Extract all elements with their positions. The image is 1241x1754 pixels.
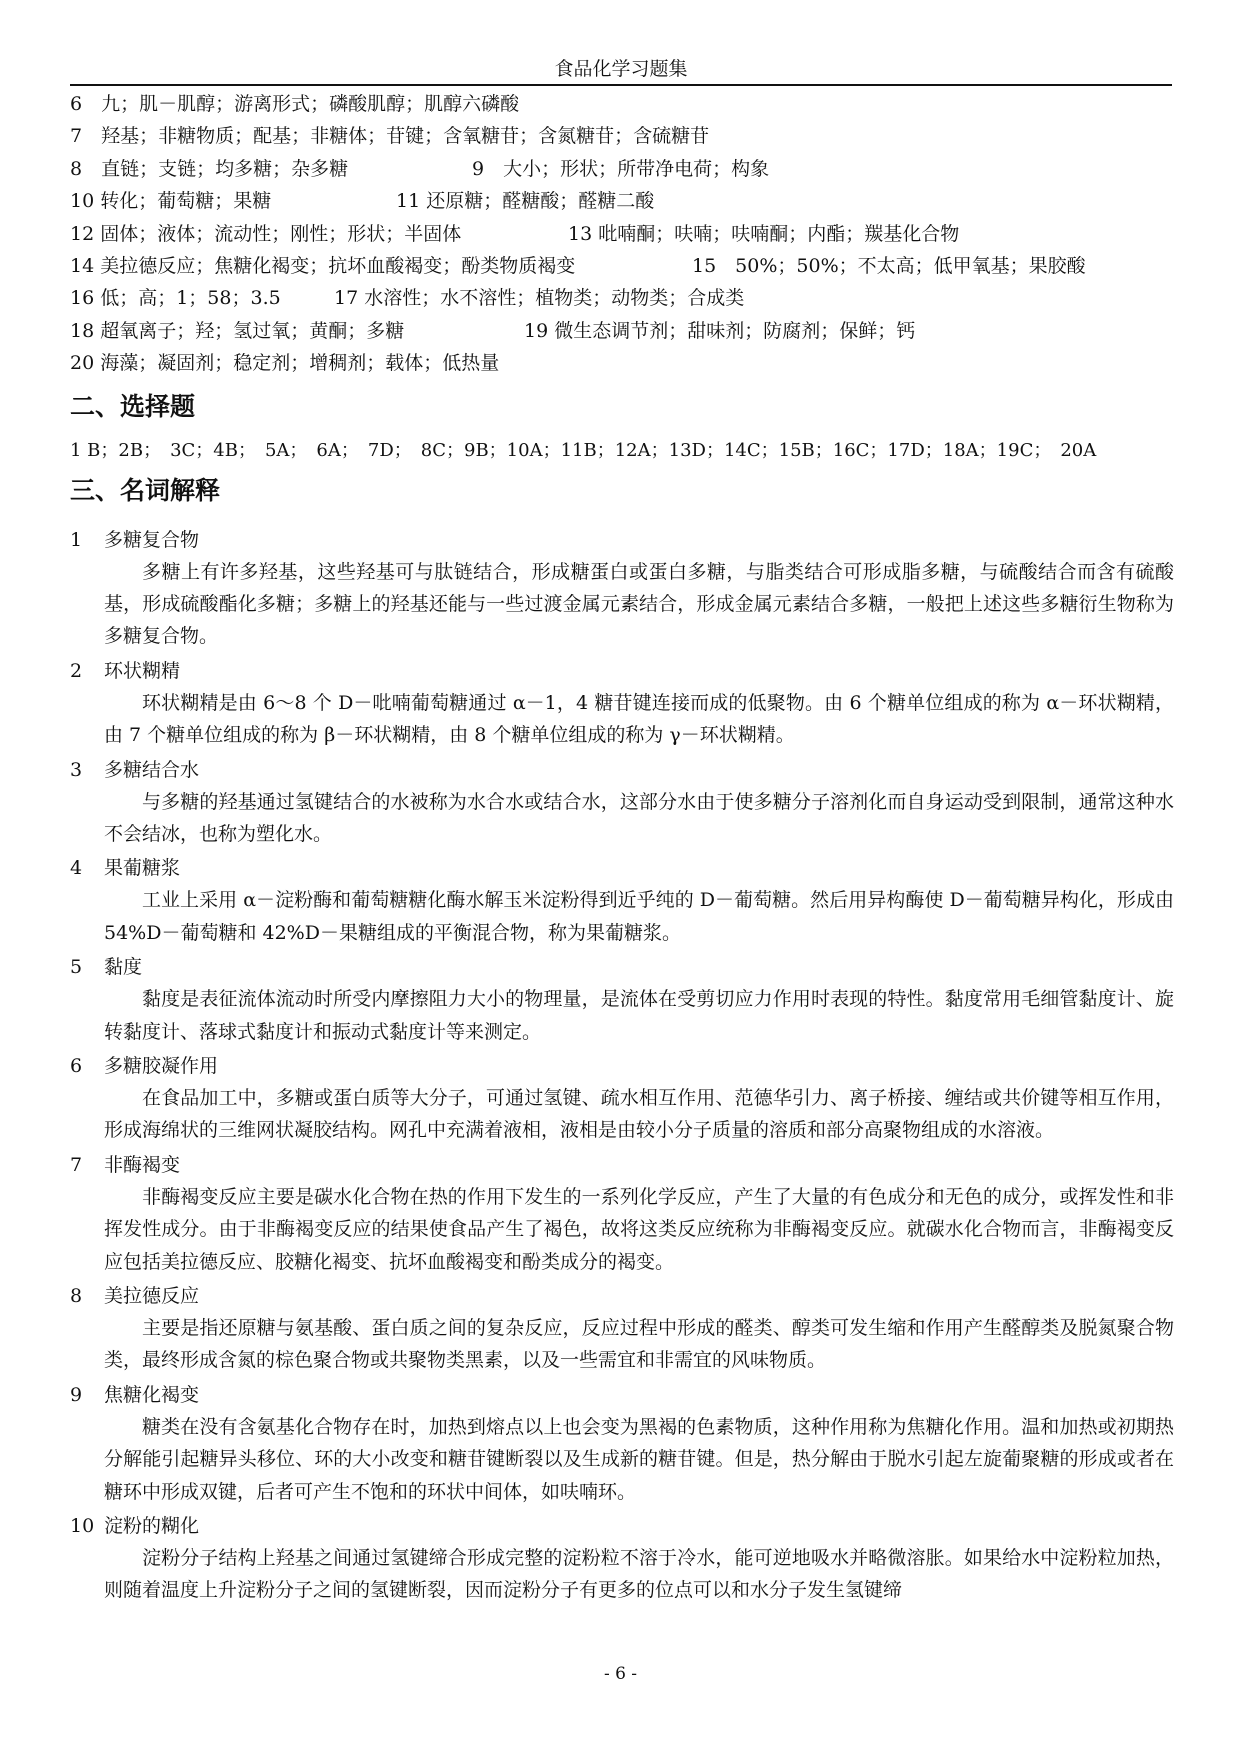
term-heading — [70, 1280, 1180, 1312]
answer-item: 8 直链；支链；均多糖；杂多糖 — [70, 157, 349, 180]
term-heading — [70, 852, 1180, 884]
term-definition: 环状糊精是由 6～8 个 D－吡喃葡萄糖通过 α－1，4 糖苷键连接而成的低聚物。由 6 个糖单位组成的称为 α－环状糊精，由 7 个糖单位组成的称为 β－环状糊精，由 8 个糖单位组成的称为 γ－环状糊精。 — [104, 691, 1174, 747]
term-name: 非酶褐变 — [104, 1153, 181, 1176]
term-name: 多糖胶凝作用 — [104, 1054, 219, 1077]
answer-line — [70, 315, 1180, 347]
answer-line — [70, 250, 1180, 282]
term-heading — [70, 1379, 1180, 1411]
term-entry — [70, 1050, 1180, 1147]
term-definition: 多糖上有许多羟基，这些羟基可与肽链结合，形成糖蛋白或蛋白多糖，与脂类结合可形成脂多糖，与硫酸结合而含有硫酸基，形成硫酸酯化多糖；多糖上的羟基还能与一些过渡金属元素结合，形成金属元素结合多糖，一般把上述这些多糖衍生物称为多糖复合物。 — [104, 560, 1174, 648]
answer-line — [70, 282, 1180, 314]
term-heading — [70, 524, 1180, 556]
term-name: 焦糖化褐变 — [104, 1383, 200, 1406]
answer-item: 12 固体；液体；流动性；刚性；形状；半固体 — [70, 222, 462, 245]
answer-line — [70, 88, 1180, 120]
term-entry — [70, 754, 1180, 851]
term-number: 10 — [70, 1515, 95, 1538]
term-definition: 黏度是表征流体流动时所受内摩擦阻力大小的物理量，是流体在受剪切应力作用时表现的特性。黏度常用毛细管黏度计、旋转黏度计、落球式黏度计和振动式黏度计等来测定。 — [104, 988, 1174, 1043]
section-title-choice: 二、选择题 — [70, 391, 196, 421]
term-number: 2 — [70, 659, 83, 682]
answer-line — [70, 185, 1180, 217]
answer-line — [70, 120, 1180, 152]
answer-item: 17 水溶性；水不溶性；植物类；动物类；合成类 — [334, 287, 745, 310]
term-definition: 主要是指还原糖与氨基酸、蛋白质之间的复杂反应，反应过程中形成的醛类、醇类可发生缩和作用产生醛醇类及脱氮聚合物类，最终形成含氮的棕色聚合物或共聚物类黑素，以及一些需宜和非需宜的风味物质。 — [104, 1317, 1174, 1372]
term-name: 果葡糖浆 — [104, 857, 181, 880]
term-entry — [70, 951, 1180, 1048]
term-heading — [70, 1050, 1180, 1082]
term-entry — [70, 1379, 1180, 1508]
answer-item: 11 还原糖；醛糖酸；醛糖二酸 — [396, 190, 655, 213]
term-list — [70, 524, 1180, 1607]
page-content — [70, 88, 1180, 1609]
term-entry — [70, 1149, 1180, 1278]
header-rule — [70, 84, 1172, 86]
answer-item: 10 转化；葡萄糖；果糖 — [70, 190, 272, 213]
term-number: 1 — [70, 528, 83, 551]
answer-item: 6 九；肌－肌醇；游离形式；磷酸肌醇；肌醇六磷酸 — [70, 93, 520, 115]
answer-line — [70, 153, 1180, 185]
term-heading — [70, 1510, 1180, 1542]
term-entry — [70, 524, 1180, 653]
term-entry — [70, 852, 1180, 949]
term-definition: 非酶褐变反应主要是碳水化合物在热的作用下发生的一系列化学反应，产生了大量的有色成分和无色的成分，或挥发性和非挥发性成分。由于非酶褐变反应的结果使食品产生了褐色，故将这类反应统称为非酶褐变反应。就碳水化合物而言，非酶褐变反应包括美拉德反应、胶糖化褐变、抗坏血酸褐变和酚类成分的褐变。 — [104, 1185, 1174, 1273]
term-definition: 淀粉分子结构上羟基之间通过氢键缔合形成完整的淀粉粒不溶于冷水，能可逆地吸水并略微溶胀。如果给水中淀粉粒加热，则随着温度上升淀粉分子之间的氢键断裂，因而淀粉分子有更多的位点可以和水分子发生氢键缔 — [104, 1547, 1174, 1602]
page-header: 食品化学习题集 — [554, 58, 688, 80]
term-heading — [70, 1149, 1180, 1181]
term-number: 6 — [70, 1054, 83, 1077]
term-definition: 在食品加工中，多糖或蛋白质等大分子，可通过氢键、疏水相互作用、范德华引力、离子桥接、缠结或共价键等相互作用，形成海绵状的三维网状凝胶结构。网孔中充满着液相，液相是由较小分子质量的溶质和部分高聚物组成的水溶液。 — [104, 1086, 1174, 1142]
answer-item: 20 海藻；凝固剂；稳定剂；增稠剂；载体；低热量 — [70, 352, 500, 375]
term-entry — [70, 655, 1180, 752]
term-heading — [70, 951, 1180, 983]
term-number: 4 — [70, 857, 83, 880]
term-number: 9 — [70, 1383, 83, 1406]
term-entry — [70, 1280, 1180, 1377]
answer-line — [70, 347, 1180, 379]
term-name: 多糖结合水 — [104, 758, 200, 781]
answer-item: 9 大小；形状；所带净电荷；构象 — [472, 157, 770, 180]
term-name: 环状糊精 — [104, 659, 181, 682]
answer-item: 18 超氧离子；羟；氢过氧；黄酮；多糖 — [70, 319, 405, 342]
choice-answers: 1 B；2B； 3C；4B； 5A； 6A； 7D； 8C；9B；10A；11B；12A；13D；14C；15B；16C；17D；18A；19C； 20A — [70, 439, 1097, 461]
answer-item: 16 低；高；1；58；3.5 — [70, 287, 281, 310]
answer-item: 19 微生态调节剂；甜味剂；防腐剂；保鲜；钙 — [524, 319, 916, 342]
term-number: 3 — [70, 758, 83, 781]
term-name: 淀粉的糊化 — [104, 1515, 200, 1538]
term-name: 美拉德反应 — [104, 1285, 200, 1308]
term-number: 5 — [70, 956, 83, 979]
term-definition: 与多糖的羟基通过氢键结合的水被称为水合水或结合水，这部分水由于使多糖分子溶剂化而自身运动受到限制，通常这种水不会结冰，也称为塑化水。 — [104, 790, 1174, 845]
term-name: 黏度 — [104, 956, 143, 979]
term-number: 7 — [70, 1153, 83, 1176]
page-number: - 6 - — [603, 1664, 638, 1684]
answer-item: 14 美拉德反应；焦糖化褐变；抗坏血酸褐变；酚类物质褐变 — [70, 254, 576, 277]
term-entry — [70, 1510, 1180, 1607]
answer-item: 13 吡喃酮；呋喃；呋喃酮；内酯；羰基化合物 — [568, 222, 960, 245]
answer-line — [70, 218, 1180, 250]
section-title-terms: 三、名词解释 — [70, 475, 221, 505]
fill-in-answers — [70, 88, 1180, 380]
answer-item: 15 50%；50%；不太高；低甲氧基；果胶酸 — [692, 254, 1086, 277]
term-heading — [70, 655, 1180, 687]
term-definition: 糖类在没有含氨基化合物存在时，加热到熔点以上也会变为黑褐的色素物质，这种作用称为焦糖化作用。温和加热或初期热分解能引起糖异头移位、环的大小改变和糖苷键断裂以及生成新的糖苷键。但是，热分解由于脱水引起左旋葡聚糖的形成或者在糖环中形成双键，后者可产生不饱和的环状中间体，如呋喃环。 — [104, 1415, 1174, 1503]
term-number: 8 — [70, 1285, 83, 1308]
term-definition: 工业上采用 α－淀粉酶和葡萄糖糖化酶水解玉米淀粉得到近乎纯的 D－葡萄糖。然后用异构酶使 D－葡萄糖异构化，形成由 54%D－葡萄糖和 42%D－果糖组成的平衡混合物，称为果葡糖浆。 — [104, 889, 1174, 944]
term-heading — [70, 754, 1180, 786]
term-name: 多糖复合物 — [104, 528, 200, 551]
answer-item: 7 羟基；非糖物质；配基；非糖体；苷键；含氧糖苷；含氮糖苷；含硫糖苷 — [70, 125, 710, 148]
